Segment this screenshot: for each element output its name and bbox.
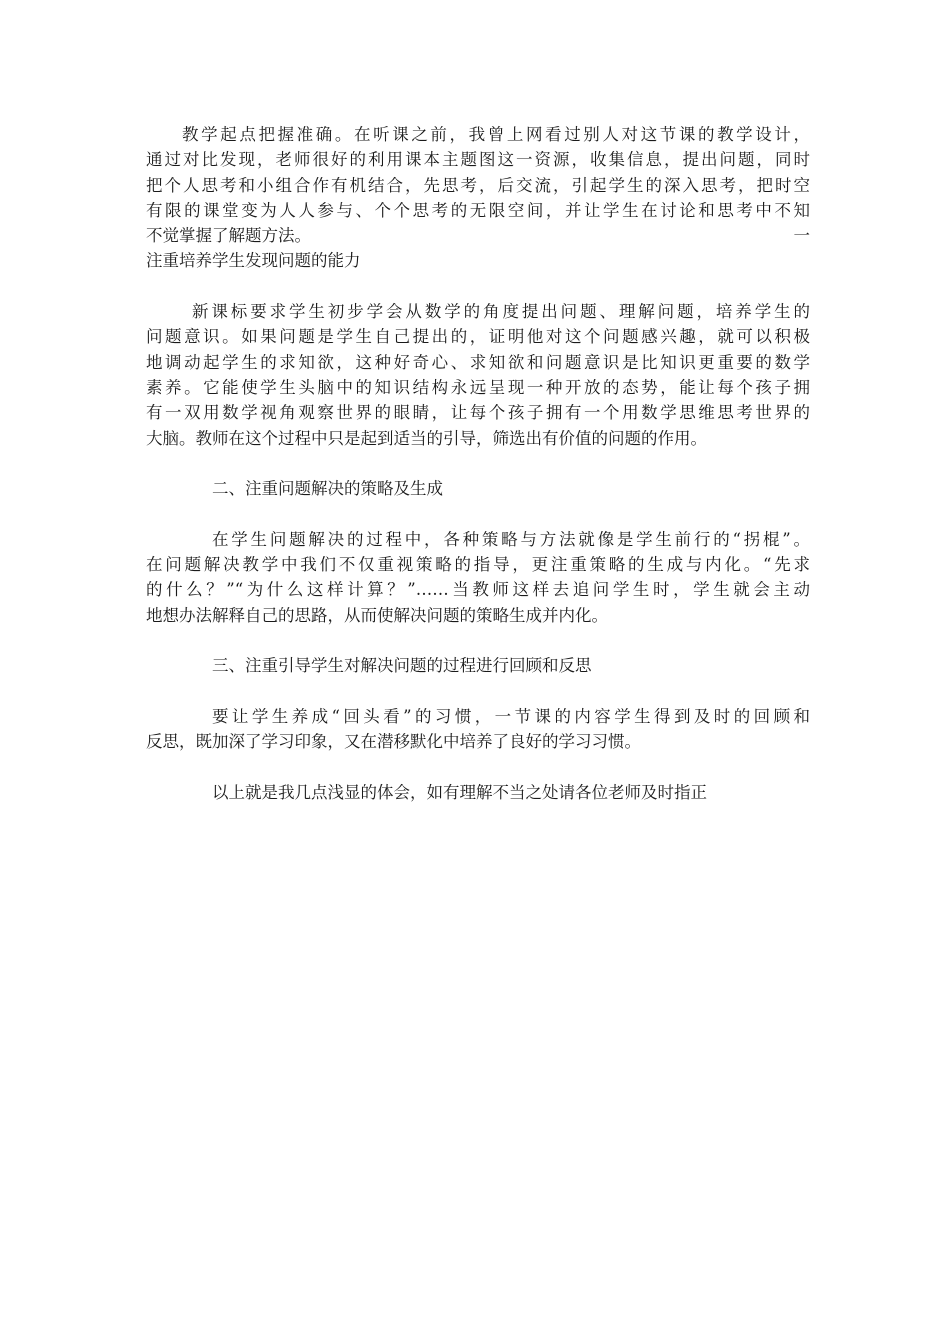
text-line: 问题意识。如果问题是学生自己提出的，证明他对这个问题感兴趣，就可以积极 — [146, 327, 810, 347]
text-line: 大脑。教师在这个过程中只是起到适当的引导，筛选出有价值的问题的作用。 — [146, 428, 707, 448]
paragraph-teaching-start — [146, 122, 810, 274]
paragraph-curriculum — [146, 299, 810, 451]
text-line: 教学起点把握准确。在听课之前，我曾上网看过别人对这节课的教学设计， — [182, 125, 810, 144]
text-line: 把个人思考和小组合作有机结合，先思考，后交流，引起学生的深入思考，把时空 — [146, 175, 810, 195]
text-line: 素养。它能使学生头脑中的知识结构永远呈现一种开放的态势，能让每个孩子拥 — [146, 377, 810, 397]
paragraph-reflection — [146, 704, 810, 755]
text-segment: 不觉掌握了解题方法。 — [146, 226, 311, 246]
text-line: 要让学生养成“回头看”的习惯，一节课的内容学生得到及时的回顾和 — [212, 706, 810, 726]
heading-3: 三、注重引导学生对解决问题的过程进行回顾和反思 — [212, 656, 592, 676]
text-line: 有一双用数学视角观察世界的眼睛，让每个孩子拥有一个用数学思维思考世界的 — [146, 403, 810, 423]
closing-paragraph: 以上就是我几点浅显的体会，如有理解不当之处请各位老师及时指正 — [212, 782, 707, 802]
text-line: 在学生问题解决的过程中，各种策略与方法就像是学生前行的“拐棍”。 — [212, 529, 810, 549]
heading-2: 二、注重问题解决的策略及生成 — [212, 479, 443, 499]
paragraph-strategy — [146, 527, 810, 628]
text-line — [146, 223, 810, 248]
text-line: 通过对比发现，老师很好的利用课本主题图这一资源，收集信息，提出问题，同时 — [146, 150, 810, 170]
text-line: 地想办法解释自己的思路，从而使解决问题的策略生成并内化。 — [146, 605, 608, 625]
text-line: 有限的课堂变为人人参与、个个思考的无限空间，并让学生在讨论和思考中不知 — [146, 200, 810, 220]
document-page — [146, 122, 810, 805]
text-line: 在问题解决教学中我们不仅重视策略的指导，更注重策略的生成与内化。“先求 — [146, 555, 810, 575]
heading-number: 一 — [793, 226, 810, 246]
text-line: 反思，既加深了学习印象，又在潜移默化中培养了良好的学习习惯。 — [146, 732, 641, 752]
text-line: 的什么？”“为什么这样计算？”……当教师这样去追问学生时，学生就会主动 — [146, 580, 810, 600]
heading-1: 注重培养学生发现问题的能力 — [146, 251, 361, 271]
text-line: 新课标要求学生初步学会从数学的角度提出问题、理解问题，培养学生的 — [192, 302, 810, 322]
text-line: 地调动起学生的求知欲，这种好奇心、求知欲和问题意识是比知识更重要的数学 — [146, 352, 810, 372]
